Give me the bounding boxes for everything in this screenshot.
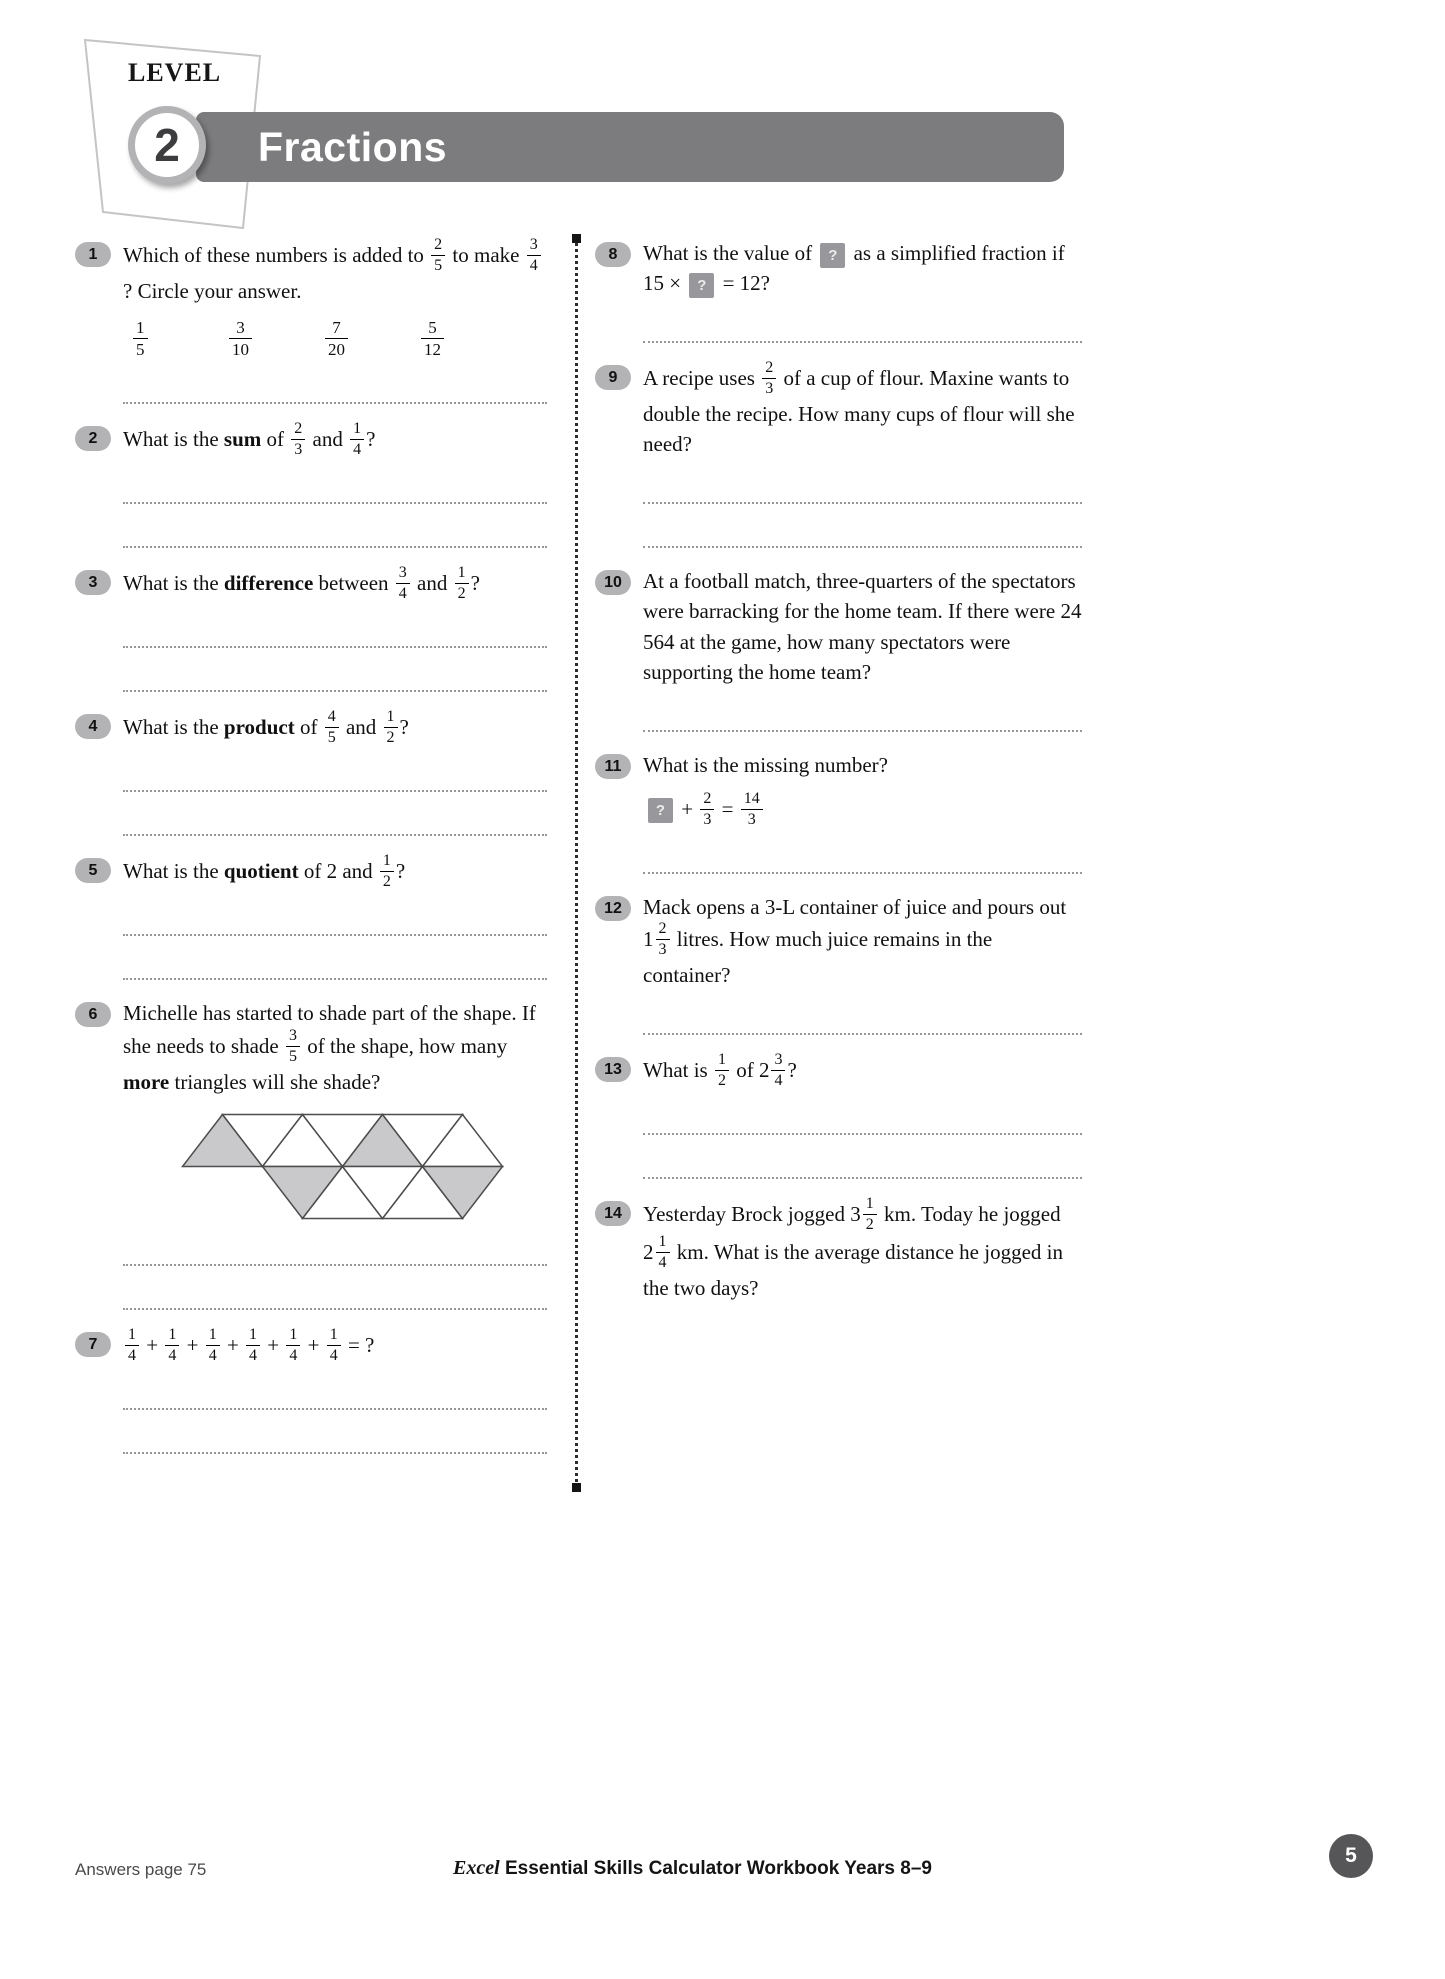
answer-line[interactable] bbox=[123, 892, 547, 936]
unknown-value-box: ? bbox=[689, 273, 714, 298]
fraction-denominator: 3 bbox=[703, 810, 712, 828]
fraction bbox=[656, 1233, 670, 1271]
questions-area bbox=[75, 238, 1085, 1488]
question-body bbox=[643, 238, 1082, 343]
answer-line[interactable] bbox=[123, 604, 547, 648]
question-number-badge: 4 bbox=[75, 714, 111, 739]
fraction bbox=[325, 318, 348, 358]
question-text: At a football match, three-quarters of the spectators were barracking for the home team. If there were 24 564 at the game, how many spectators were supporting the home team? bbox=[643, 568, 1082, 685]
fraction-denominator: 4 bbox=[658, 1253, 667, 1271]
answer-line[interactable] bbox=[643, 299, 1082, 343]
fraction bbox=[700, 790, 714, 828]
fraction-numerator: 3 bbox=[771, 1051, 785, 1071]
equation: ? + $\frac{2}{3}$ = $\frac{14}{3}$ bbox=[645, 792, 1082, 830]
question-8 bbox=[595, 238, 1082, 343]
question-number-badge: 9 bbox=[595, 365, 631, 390]
unknown-value-box: ? bbox=[820, 243, 845, 268]
question-text: Mack opens a 3-L container of juice and pours out 1 $\frac{2}{3}$ litres. How much juice remains in the container? bbox=[643, 894, 1067, 988]
fraction-numerator: 4 bbox=[325, 708, 339, 728]
fraction bbox=[380, 852, 394, 890]
fraction-denominator: 4 bbox=[249, 1347, 258, 1365]
question-1 bbox=[75, 238, 547, 404]
fraction-numerator: 2 bbox=[431, 236, 445, 256]
answer-line[interactable] bbox=[123, 648, 547, 692]
fraction bbox=[327, 1326, 341, 1364]
fraction-numerator: 1 bbox=[327, 1326, 341, 1346]
fraction-denominator: 5 bbox=[327, 729, 336, 747]
question-number-badge: 11 bbox=[595, 754, 631, 779]
level-label: LEVEL bbox=[128, 58, 222, 87]
answer-choice[interactable] bbox=[131, 320, 227, 360]
chapter-title: Fractions bbox=[258, 124, 448, 170]
question-body bbox=[123, 854, 547, 980]
fraction-numerator: 3 bbox=[396, 564, 410, 584]
fraction bbox=[656, 920, 670, 958]
page-number: 5 bbox=[1345, 1844, 1357, 1867]
bold-keyword: sum bbox=[223, 427, 262, 452]
book-title-rest: Essential Skills Calculator Workbook Years 8–9 bbox=[499, 1858, 932, 1879]
bold-keyword: product bbox=[223, 715, 295, 740]
answer-line[interactable] bbox=[123, 1366, 547, 1410]
triangle-figure bbox=[181, 1113, 504, 1220]
mixed-number: 3 $\frac{1}{2}$ bbox=[850, 1202, 879, 1226]
question-body bbox=[123, 998, 547, 1310]
fraction-numerator: 3 bbox=[286, 1027, 300, 1047]
question-body bbox=[643, 750, 1082, 874]
question-body bbox=[123, 1328, 547, 1454]
question-text: What is the quotient of 2 and $\frac{1}{2}$ ? bbox=[123, 852, 406, 891]
fraction bbox=[527, 236, 541, 274]
fraction-numerator: 3 bbox=[229, 318, 252, 339]
fraction-denominator: 5 bbox=[136, 340, 145, 360]
fraction-numerator: 1 bbox=[286, 1326, 300, 1346]
question-text: What is the product of $\frac{4}{5}$ and $\frac{1}{2}$ ? bbox=[123, 708, 409, 747]
answer-line[interactable] bbox=[123, 1222, 547, 1266]
page-number-badge bbox=[1329, 1834, 1373, 1878]
question-text: Which of these numbers is added to $\frac{2}{5}$ to make $\frac{3}{4}$ ? Circle your answer. bbox=[123, 238, 547, 306]
question-body bbox=[123, 566, 547, 692]
fraction-numerator: 1 bbox=[656, 1233, 670, 1253]
fraction bbox=[863, 1195, 877, 1233]
right-column bbox=[595, 238, 1082, 1321]
fraction bbox=[384, 708, 398, 746]
answer-line[interactable] bbox=[123, 504, 547, 548]
fraction-numerator: 1 bbox=[863, 1195, 877, 1215]
question-number-badge: 2 bbox=[75, 426, 111, 451]
fraction-denominator: 12 bbox=[424, 340, 441, 360]
fraction-numerator: 2 bbox=[762, 359, 776, 379]
fraction-denominator: 4 bbox=[128, 1347, 136, 1365]
fraction bbox=[133, 318, 148, 358]
question-12 bbox=[595, 892, 1082, 1035]
fraction-numerator: 1 bbox=[380, 852, 394, 872]
answer-line[interactable] bbox=[643, 1091, 1082, 1135]
question-number-badge: 3 bbox=[75, 570, 111, 595]
question-13 bbox=[595, 1050, 1082, 1179]
question-6 bbox=[75, 998, 547, 1310]
fraction-numerator: 14 bbox=[741, 790, 763, 810]
answer-choice[interactable] bbox=[323, 320, 419, 360]
fraction-denominator: 3 bbox=[765, 379, 774, 397]
question-text: What is the value of ? as a simplified fraction if 15 × ? = 12? bbox=[643, 238, 1082, 299]
fraction-numerator: 1 bbox=[455, 564, 469, 584]
question-body bbox=[643, 1050, 1082, 1179]
question-text: What is the difference between $\frac{3}{4}$ and $\frac{1}{2}$ ? bbox=[123, 564, 480, 603]
question-number-badge: 8 bbox=[595, 242, 631, 267]
answer-choice[interactable] bbox=[419, 320, 515, 360]
fraction bbox=[291, 420, 305, 458]
answer-line[interactable] bbox=[123, 792, 547, 836]
left-column bbox=[75, 238, 547, 1472]
fraction-denominator: 20 bbox=[328, 340, 345, 360]
fraction-numerator: 2 bbox=[656, 920, 670, 940]
fraction-denominator: 5 bbox=[288, 1047, 297, 1065]
question-number-badge: 5 bbox=[75, 858, 111, 883]
answer-line[interactable] bbox=[123, 1410, 547, 1454]
question-3 bbox=[75, 566, 547, 692]
level-number-badge bbox=[128, 106, 206, 184]
fraction bbox=[741, 790, 763, 828]
fraction bbox=[350, 420, 364, 458]
fraction-numerator: 5 bbox=[421, 318, 444, 339]
fraction-denominator: 2 bbox=[382, 873, 391, 891]
answers-page-ref: Answers page 75 bbox=[75, 1860, 207, 1879]
question-text: Yesterday Brock jogged 3 $\frac{1}{2}$ km. Today he jogged 2 $\frac{1}{4}$ km. What is the average distance he jogged in the two days? bbox=[643, 1194, 1063, 1300]
fraction bbox=[125, 1326, 139, 1364]
question-4 bbox=[75, 710, 547, 836]
fraction-denominator: 4 bbox=[329, 1347, 338, 1365]
answer-line[interactable] bbox=[643, 504, 1082, 548]
answer-line[interactable] bbox=[643, 688, 1082, 732]
answer-line[interactable] bbox=[643, 1135, 1082, 1179]
question-14 bbox=[595, 1194, 1082, 1303]
answer-line[interactable] bbox=[643, 991, 1082, 1035]
fraction-numerator: 1 bbox=[165, 1326, 179, 1346]
fraction bbox=[762, 359, 776, 397]
book-title-excel: Excel bbox=[453, 1857, 500, 1879]
answer-line[interactable] bbox=[643, 830, 1082, 874]
fraction-denominator: 4 bbox=[168, 1347, 177, 1365]
question-text: What is $\frac{1}{2}$ of 2 $\frac{3}{4}$ ? bbox=[643, 1050, 797, 1089]
mixed-number: 1 $\frac{2}{3}$ bbox=[643, 927, 672, 951]
fraction bbox=[421, 318, 444, 358]
question-body bbox=[643, 358, 1082, 548]
fraction-denominator: 3 bbox=[294, 441, 303, 459]
fraction-numerator: 1 bbox=[246, 1326, 260, 1346]
mixed-number: 2 $\frac{1}{4}$ bbox=[643, 1240, 672, 1264]
question-body bbox=[123, 422, 547, 548]
level-number: 2 bbox=[154, 119, 180, 171]
fraction-denominator: 10 bbox=[232, 340, 249, 360]
fraction-numerator: 1 bbox=[350, 420, 364, 440]
fraction-denominator: 4 bbox=[774, 1071, 783, 1089]
fraction-denominator: 2 bbox=[457, 585, 466, 603]
fraction bbox=[206, 1326, 220, 1364]
bold-keyword: difference bbox=[223, 571, 314, 596]
fraction-numerator: 1 bbox=[133, 318, 148, 339]
fraction-denominator: 4 bbox=[398, 585, 407, 603]
answer-line[interactable] bbox=[123, 936, 547, 980]
question-9 bbox=[595, 358, 1082, 548]
question-body bbox=[643, 892, 1082, 1035]
fraction bbox=[246, 1326, 260, 1364]
fraction bbox=[771, 1051, 785, 1089]
question-number-badge: 14 bbox=[595, 1201, 631, 1226]
question-number-badge: 1 bbox=[75, 242, 111, 267]
fraction-numerator: 1 bbox=[206, 1326, 220, 1346]
fraction-numerator: 1 bbox=[125, 1326, 139, 1346]
fraction-numerator: 2 bbox=[700, 790, 714, 810]
question-text: $\frac{1}{4}$ + $\frac{1}{4}$ + $\frac{1}{4}$ + $\frac{1}{4}$ + $\frac{1}{4}$ + $\frac{1}{4}$ = ? bbox=[123, 1328, 547, 1366]
fraction bbox=[431, 236, 445, 274]
unknown-value-box: ? bbox=[648, 798, 673, 823]
fraction-denominator: 2 bbox=[717, 1071, 726, 1089]
bold-keyword: quotient bbox=[223, 859, 299, 884]
question-body bbox=[643, 566, 1082, 732]
fraction-denominator: 4 bbox=[289, 1347, 298, 1365]
answer-choice[interactable] bbox=[227, 320, 323, 360]
column-divider bbox=[575, 238, 578, 1488]
fraction-denominator: 2 bbox=[865, 1215, 874, 1233]
fraction bbox=[455, 564, 469, 602]
fraction-denominator: 4 bbox=[208, 1347, 217, 1365]
fraction-numerator: 2 bbox=[291, 420, 305, 440]
question-5 bbox=[75, 854, 547, 980]
answer-line[interactable] bbox=[643, 460, 1082, 504]
fraction bbox=[325, 708, 339, 746]
answer-line[interactable] bbox=[123, 748, 547, 792]
fraction-numerator: 7 bbox=[325, 318, 348, 339]
fraction bbox=[715, 1051, 729, 1089]
fraction bbox=[286, 1027, 300, 1065]
answer-line[interactable] bbox=[123, 1266, 547, 1310]
answer-line[interactable] bbox=[123, 360, 547, 404]
answer-choices bbox=[123, 320, 547, 360]
fraction bbox=[165, 1326, 179, 1364]
question-number-badge: 13 bbox=[595, 1057, 631, 1082]
question-number-badge: 6 bbox=[75, 1002, 111, 1027]
answer-line[interactable] bbox=[123, 460, 547, 504]
question-number-badge: 12 bbox=[595, 896, 631, 921]
question-11 bbox=[595, 750, 1082, 874]
question-text: What is the missing number? bbox=[643, 752, 888, 777]
bold-keyword: more bbox=[123, 1069, 170, 1094]
fraction-denominator: 3 bbox=[747, 810, 756, 828]
question-text: A recipe uses $\frac{2}{3}$ of a cup of flour. Maxine wants to double the recipe. How many cups of flour will she need? bbox=[643, 358, 1075, 457]
question-body bbox=[123, 238, 547, 404]
fraction bbox=[229, 318, 252, 358]
fraction-denominator: 4 bbox=[353, 441, 362, 459]
fraction-denominator: 4 bbox=[529, 257, 538, 274]
question-text: Michelle has started to shade part of the shape. If she needs to shade $\frac{3}{5}$ of the shape, how many more triangles will she shade? bbox=[123, 1001, 536, 1094]
fraction-numerator: 3 bbox=[527, 236, 541, 256]
question-text: What is the sum of $\frac{2}{3}$ and $\frac{1}{4}$ ? bbox=[123, 420, 376, 459]
question-7 bbox=[75, 1328, 547, 1454]
book-title bbox=[0, 1857, 1385, 1880]
mixed-number: 2 $\frac{3}{4}$ bbox=[759, 1058, 788, 1082]
question-10 bbox=[595, 566, 1082, 732]
question-body bbox=[123, 710, 547, 836]
fraction bbox=[286, 1326, 300, 1364]
fraction-denominator: 3 bbox=[658, 941, 667, 959]
fraction-numerator: 1 bbox=[715, 1051, 729, 1071]
question-number-badge: 10 bbox=[595, 570, 631, 595]
fraction-denominator: 2 bbox=[386, 729, 395, 747]
fraction-denominator: 5 bbox=[434, 257, 443, 274]
question-number-badge: 7 bbox=[75, 1332, 111, 1357]
chapter-banner bbox=[196, 112, 1064, 182]
question-body bbox=[643, 1194, 1082, 1303]
fraction bbox=[396, 564, 410, 602]
fraction-numerator: 1 bbox=[384, 708, 398, 728]
question-2 bbox=[75, 422, 547, 548]
